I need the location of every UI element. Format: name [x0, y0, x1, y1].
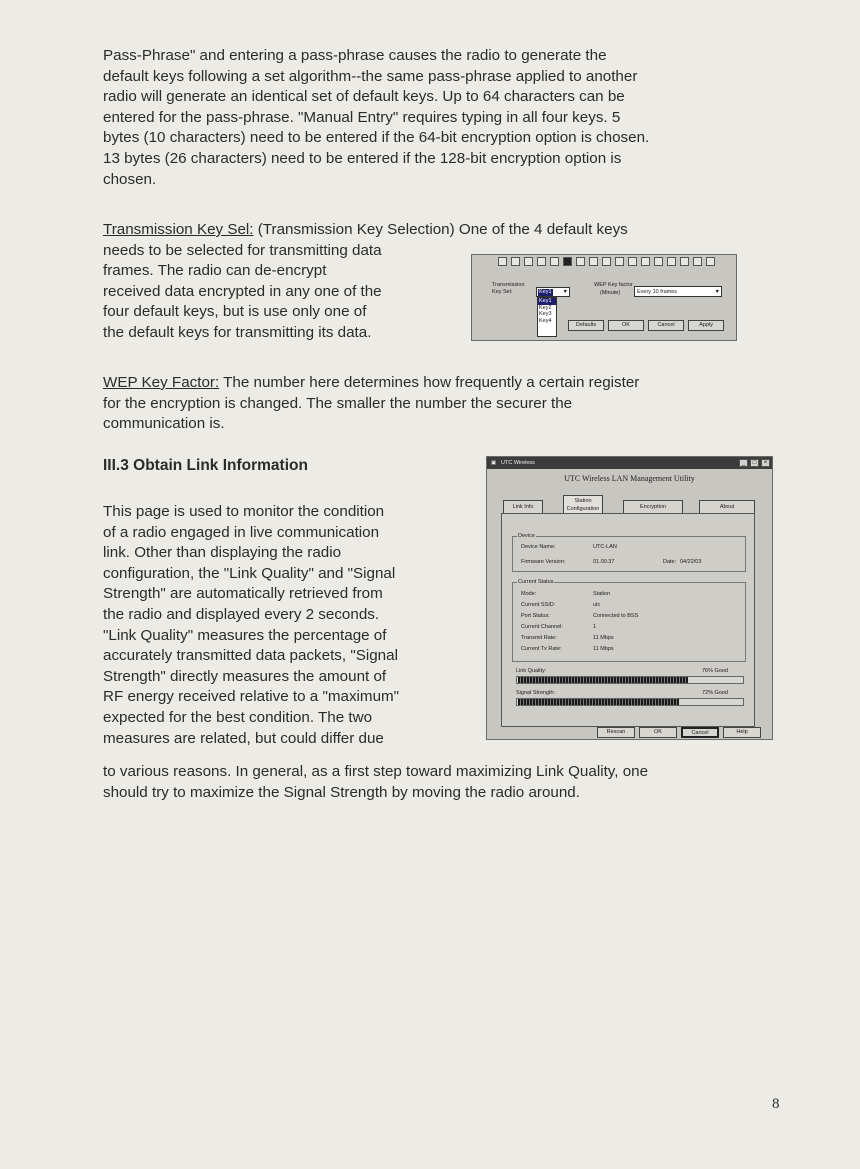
link-quality-bar [518, 677, 688, 683]
text-line: configuration, the "Link Quality" and "Signal [103, 564, 396, 582]
key-cell [511, 257, 520, 266]
ok-button[interactable]: OK [608, 320, 644, 331]
field-label: Current SSID: [521, 602, 556, 608]
text-line: accurately transmitted data packets, "Signal [103, 647, 398, 665]
wep-key-factor-paragraph [103, 373, 783, 435]
key-cell [563, 257, 572, 266]
link-info-panel [501, 513, 755, 727]
key-cell [680, 257, 689, 266]
date-value: 04/22/03 [680, 559, 702, 565]
text-line: four default keys, but is use only one of [103, 303, 367, 321]
text-line: link. Other than displaying the radio [103, 544, 342, 562]
tx-key-selected: Key1 [539, 289, 552, 295]
signal-strength-label: Signal Strength: [516, 690, 556, 696]
tx-key-dropdown-list [537, 297, 557, 337]
chevron-down-icon[interactable]: ▼ [562, 289, 568, 295]
text-line [103, 373, 783, 394]
dropdown-option[interactable]: Key1 [538, 298, 556, 305]
key-cell [615, 257, 624, 266]
signal-strength-track [516, 698, 744, 706]
text-line: 13 bytes (26 characters) need to be entered if the 128-bit encryption option is [103, 149, 622, 167]
app-heading: UTC Wireless LAN Management Utility [564, 474, 695, 483]
text-line: "Link Quality" measures the percentage of [103, 626, 387, 644]
wep-factor-label: WEP Key factor [594, 282, 633, 288]
field-label: Current Tx Rate: [521, 646, 562, 652]
text-line: frames. The radio can de-encrypt [103, 262, 327, 280]
text-line: RF energy received relative to a "maximum" [103, 688, 400, 706]
text-line: measures are related, but could differ due [103, 729, 384, 747]
text-line: Strength" directly measures the amount of [103, 667, 387, 685]
key-cell [602, 257, 611, 266]
section-heading: III.3 Obtain Link Information [103, 457, 308, 474]
key-cell [667, 257, 676, 266]
cancel-button[interactable]: Cancel [681, 727, 719, 738]
current-status-group [512, 579, 746, 662]
tx-key-select[interactable] [536, 287, 570, 297]
field-value: Connected to BSS [593, 613, 639, 619]
key-cell [641, 257, 650, 266]
text-line: default keys following a set algorithm--the same pass-phrase applied to another [103, 67, 638, 85]
closing-paragraph [103, 762, 793, 803]
text-line: the radio and displayed every 2 seconds. [103, 605, 380, 623]
text-span: The number here determines how frequently a certain register [219, 374, 640, 391]
wep-factor-unit: (Minute) [600, 290, 621, 296]
link-quality-track [516, 676, 744, 684]
field-value: 11 Mbps [593, 646, 614, 652]
maximize-icon[interactable]: □ [750, 459, 759, 467]
text-line: needs to be selected for transmitting data [103, 241, 382, 259]
key-cell [654, 257, 663, 266]
transmission-key-screenshot [471, 254, 737, 341]
text-line: received data encrypted in any one of the [103, 282, 382, 300]
text-line: Pass-Phrase" and entering a pass-phrase causes the radio to generate the [103, 47, 607, 64]
key-cell-row [492, 255, 722, 269]
window-titlebar [487, 457, 772, 469]
link-info-paragraph [103, 502, 473, 749]
text-line: of a radio engaged in live communication [103, 523, 380, 541]
signal-strength-bar [518, 699, 679, 705]
device-group-title: Device [518, 533, 535, 539]
tab-link-info[interactable]: Link Info [503, 500, 543, 514]
status-group-title: Current Status [518, 579, 554, 585]
signal-strength-value: 72% Good [702, 690, 728, 696]
text-line: chosen. [103, 170, 157, 188]
field-label: Device Name: [521, 544, 556, 550]
text-line [103, 220, 783, 241]
text-line: should try to maximize the Signal Strength by moving the radio around. [103, 783, 580, 801]
key-cell [589, 257, 598, 266]
field-value: Station [593, 591, 611, 597]
field-value: 11 Mbps [593, 635, 614, 641]
text-span: (Transmission Key Selection) One of the 4 default keys [253, 221, 628, 238]
key-cell [550, 257, 559, 266]
wep-factor-value: Every 10 frames [637, 289, 678, 295]
transmission-key-term: Transmission Key Sel: [103, 221, 254, 238]
cancel-button[interactable]: Cancel [648, 320, 684, 331]
date-label: Date: [663, 559, 677, 565]
rescan-button[interactable]: Rescan [597, 727, 635, 738]
app-icon: ▣ [491, 460, 497, 466]
text-line: to various reasons. In general, as a first step toward maximizing Link Quality, one [103, 763, 649, 780]
link-quality-value: 76% Good [702, 668, 728, 674]
key-cell [498, 257, 507, 266]
field-value: 01.00.37 [593, 559, 615, 565]
text-line: entered for the pass-phrase. "Manual Entry" requires typing in all four keys. 5 [103, 108, 621, 126]
help-button[interactable]: Help [723, 727, 761, 738]
wep-key-factor-term: WEP Key Factor: [103, 374, 220, 391]
key-cell [576, 257, 585, 266]
link-quality-label: Link Quality: [516, 668, 547, 674]
window-title: UTC Wireless [501, 460, 535, 466]
tab-about[interactable]: About [699, 500, 755, 514]
field-value: utc [593, 602, 601, 608]
wep-factor-select[interactable] [634, 286, 722, 297]
tab-encryption[interactable]: Encryption [623, 500, 683, 514]
field-label: Transmit Rate: [521, 635, 557, 641]
link-info-window-screenshot [486, 456, 773, 740]
defaults-button[interactable]: Defaults [568, 320, 604, 331]
chevron-down-icon[interactable]: ▼ [714, 289, 720, 295]
field-label: Current Channel: [521, 624, 563, 630]
field-value: 1 [593, 624, 597, 630]
field-value: UTC-LAN [593, 544, 617, 550]
field-label: Port Status: [521, 613, 550, 619]
dropdown-option[interactable]: Key2 [539, 304, 552, 311]
key-cell [537, 257, 546, 266]
key-cell [524, 257, 533, 266]
text-line: Strength" are automatically retrieved from [103, 585, 383, 603]
key-cell [628, 257, 637, 266]
field-label: Mode: [521, 591, 537, 597]
field-label: Firmware Version: [521, 559, 566, 565]
tab-station-configuration[interactable]: Station Configuration [563, 495, 603, 513]
dropdown-option[interactable]: Key3 [539, 311, 552, 317]
text-line: expected for the best condition. The two [103, 708, 373, 726]
key-cell [706, 257, 715, 266]
apply-button[interactable]: Apply [688, 320, 724, 331]
close-icon[interactable]: × [761, 459, 770, 467]
key-cell [693, 257, 702, 266]
tx-key-label: Transmission Key Sel: [492, 282, 525, 295]
ok-button[interactable]: OK [639, 727, 677, 738]
text-line: the default keys for transmitting its data. [103, 323, 372, 341]
intro-paragraph [103, 46, 783, 190]
text-line: for the encryption is changed. The smaller the number the securer the [103, 394, 573, 412]
text-line: bytes (10 characters) need to be entered if the 64-bit encryption option is chosen. [103, 129, 650, 147]
page-number: 8 [772, 1096, 780, 1112]
text-line: communication is. [103, 415, 225, 433]
minimize-icon[interactable]: _ [739, 459, 748, 467]
device-group [512, 533, 746, 572]
text-line: radio will generate an identical set of default keys. Up to 64 characters can be [103, 88, 625, 106]
dropdown-option[interactable]: Key4 [539, 317, 552, 324]
text-line: This page is used to monitor the condition [103, 503, 385, 520]
